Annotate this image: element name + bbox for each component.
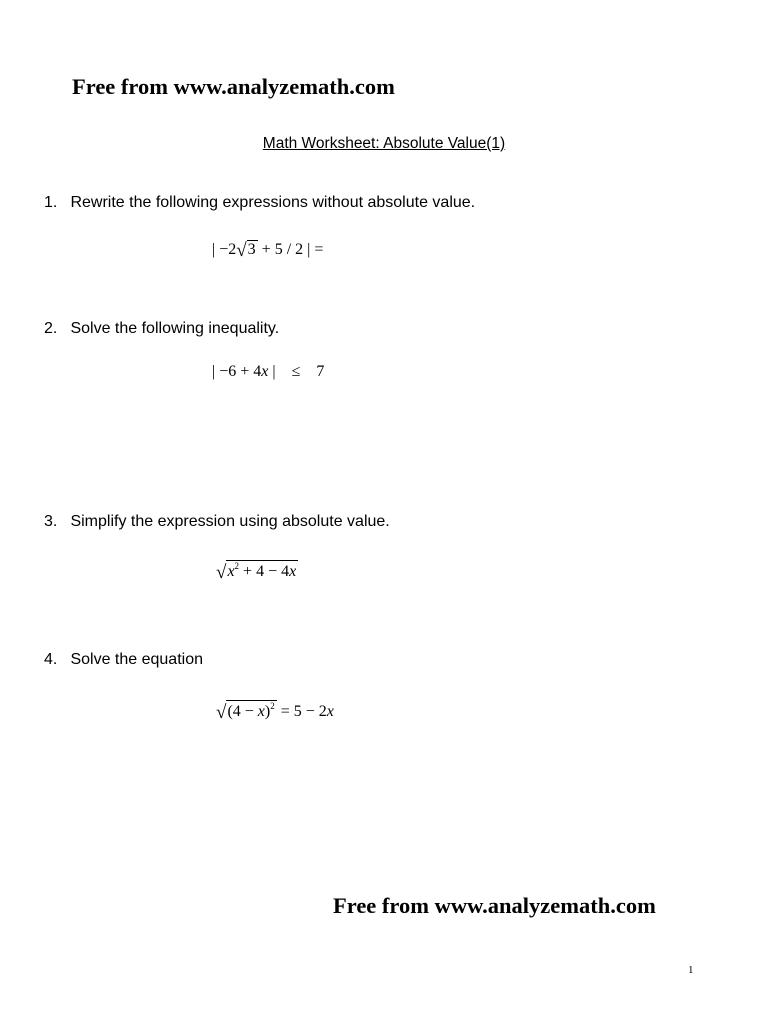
page-number: 1 xyxy=(688,964,694,976)
question-1 xyxy=(44,194,475,212)
question-1-text: Rewrite the following expressions without absolute value. xyxy=(70,194,476,211)
question-3-text: Simplify the expression using absolute value. xyxy=(70,513,390,530)
question-4 xyxy=(44,651,203,669)
header-banner: Free from www.analyzemath.com xyxy=(72,74,395,99)
question-3-number: 3. xyxy=(44,513,58,530)
question-3 xyxy=(44,513,390,531)
question-4-text: Solve the equation xyxy=(70,651,203,668)
question-4-number: 4. xyxy=(44,651,58,668)
question-2 xyxy=(44,320,279,338)
question-2-expression: | −6 + 4x | ≤ 7 xyxy=(212,363,325,380)
question-1-number: 1. xyxy=(44,194,58,211)
worksheet-title: Math Worksheet: Absolute Value(1) xyxy=(262,135,506,152)
question-3-expression: $√x^2 + 4 - 4x$ xyxy=(216,561,297,583)
footer-banner: Free from www.analyzemath.com xyxy=(333,893,656,918)
question-4-expression: $√(4 - x)^2 = 5 - 2x$ xyxy=(216,701,334,723)
question-1-expression: | −2√3 + 5 / 2 | = xyxy=(212,240,324,261)
question-2-text: Solve the following inequality. xyxy=(70,320,280,337)
question-2-number: 2. xyxy=(44,320,58,337)
